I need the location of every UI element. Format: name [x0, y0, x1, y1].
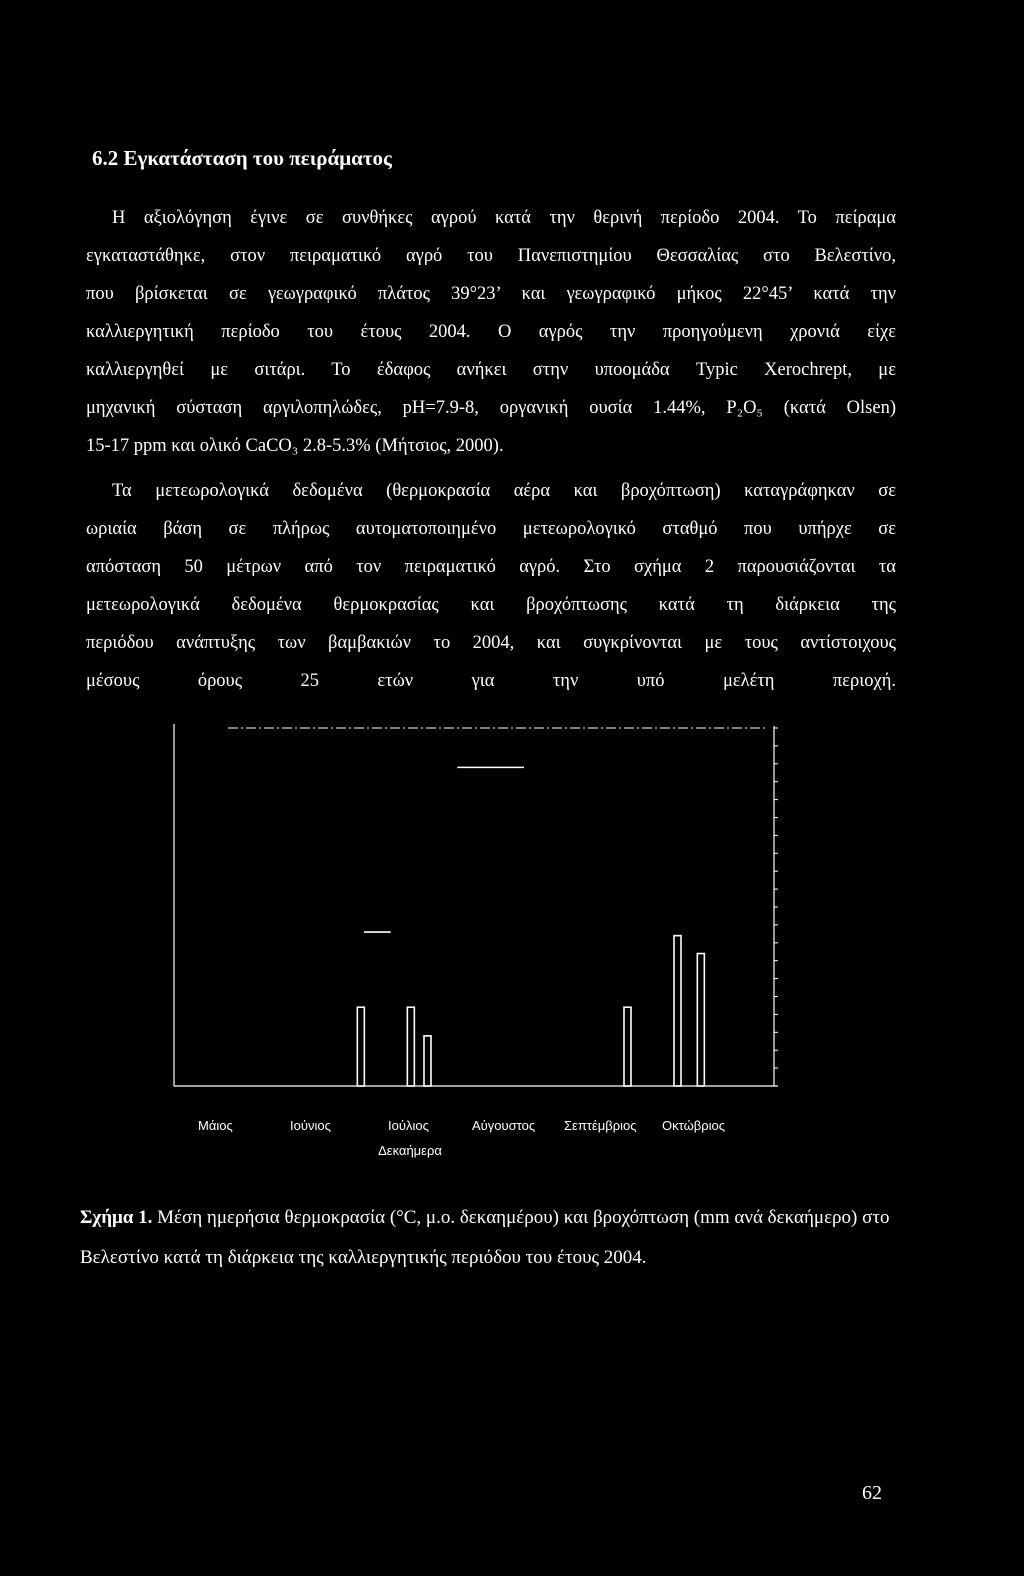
chart-marks [357, 767, 704, 1086]
month-tick-label: Μάιος [198, 1118, 233, 1133]
text-line: απόσταση 50 μέτρων από τον πειραματικό αγρό. Στο σχήμα 2 παρουσιάζονται τα [86, 557, 896, 577]
month-tick-label: Αύγουστος [472, 1118, 536, 1133]
rain-bar [407, 1007, 414, 1086]
x-axis-months [168, 1118, 788, 1142]
rain-bar [424, 1036, 431, 1086]
text-line: μέσους όρους 25 ετών για την υπό μελέτη περιοχή. [86, 671, 896, 691]
text-line: καλλιεργηθεί με σιτάρι. Το έδαφος ανήκει στην υποομάδα Typic Xerochrept, με [86, 360, 896, 380]
text-line: Τα μετεωρολογικά δεδομένα (θερμοκρασία αέρα και βροχόπτωση) καταγράφηκαν σε [112, 481, 896, 501]
text-line: Η αξιολόγηση έγινε σε συνθήκες αγρού κατά την θερινή περίοδο 2004. Το πείραμα [112, 208, 896, 228]
rain-bar [674, 936, 681, 1086]
paragraph-site-description [86, 199, 896, 465]
rain-bar [624, 1007, 631, 1086]
figure-chart [168, 722, 788, 1102]
chart-svg [168, 722, 788, 1102]
page-number: 62 [862, 1482, 882, 1504]
text-line: που βρίσκεται σε γεωγραφικό πλάτος 39°23’ και γεωγραφικό μήκος 22°45’ κατά την [86, 284, 896, 304]
rain-bar [697, 954, 704, 1086]
month-tick-label: Σεπτέμβριος [564, 1118, 637, 1133]
x-axis-title: Δεκαήμερα [378, 1143, 442, 1158]
rain-bar [357, 1007, 364, 1086]
text-line: 15-17 ppm και ολικό CaCO₃ 2.8-5.3% (Μήτσιος, 2000). [86, 436, 504, 456]
text-line: ωριαία βάση σε πλήρως αυτοματοποιημένο μετεωρολογικό σταθμό που υπήρχε σε [86, 519, 896, 539]
caption-label: Σχήμα 1. [80, 1207, 153, 1228]
text-line: μηχανική σύσταση αργιλοπηλώδες, pH=7.9-8, οργανική ουσία 1.44%, P₂O₅ (κατά Olsen) [86, 398, 896, 418]
section-heading: 6.2 Εγκατάσταση του πειράματος [92, 146, 392, 170]
text-line: περιόδου ανάπτυξης των βαμβακιών το 2004, και συγκρίνονται με τους αντίστοιχους [86, 633, 896, 653]
month-tick-label: Οκτώβριος [662, 1118, 725, 1133]
text-line: μετεωρολογικά δεδομένα θερμοκρασίας και βροχόπτωσης κατά τη διάρκεια της [86, 595, 896, 615]
right-axis-ticks [774, 728, 778, 1086]
paragraph-meteorological-data [86, 472, 896, 700]
text-line: εγκαταστάθηκε, στον πειραματικό αγρό του Πανεπιστημίου Θεσσαλίας στο Βελεστίνο, [86, 246, 896, 266]
figure-caption [80, 1198, 900, 1278]
month-tick-label: Ιούλιος [388, 1118, 429, 1133]
month-tick-label: Ιούνιος [290, 1118, 331, 1133]
caption-text: Μέση ημερήσια θερμοκρασία (°C, μ.ο. δεκαημέρου) και βροχόπτωση (mm ανά δεκαήμερο) στο Βελεστίνο κατά τη διάρκεια της καλλιεργητικής περιόδου του έτους 2004. [80, 1207, 890, 1268]
text-line: καλλιεργητική περίοδο του έτους 2004. Ο αγρός την προηγούμενη χρονιά είχε [86, 322, 896, 342]
